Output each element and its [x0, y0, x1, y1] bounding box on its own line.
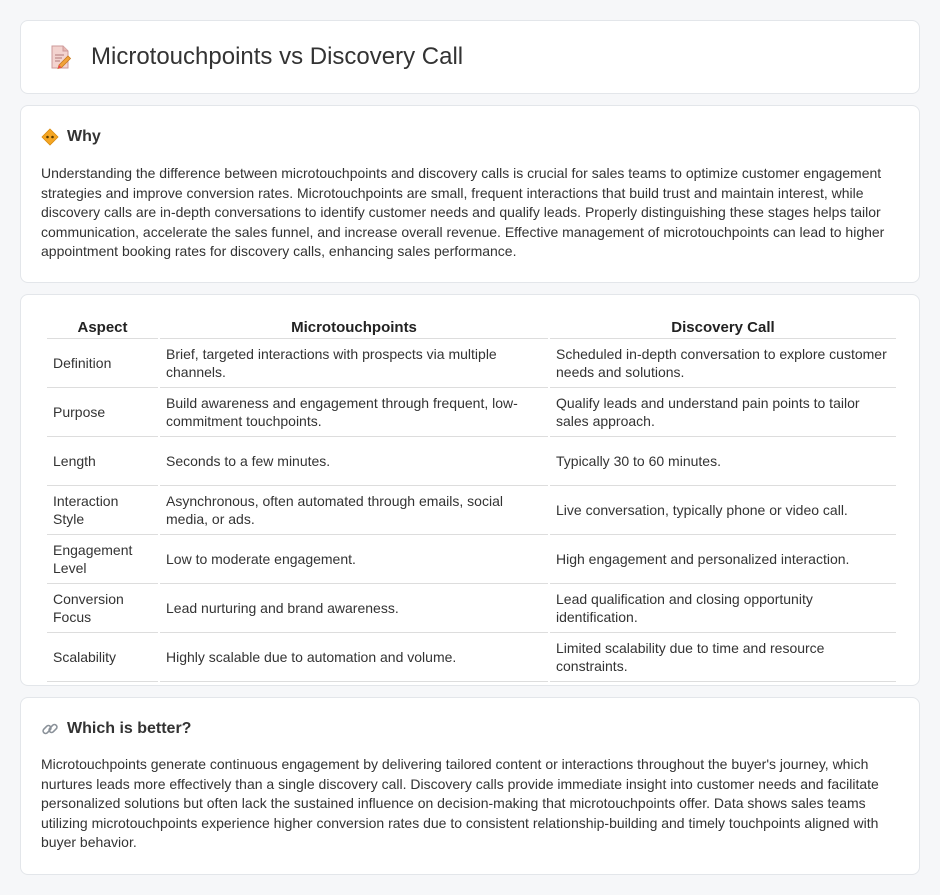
- table-row: [47, 584, 896, 633]
- link-icon: [41, 720, 59, 738]
- comparison-card: [20, 294, 920, 686]
- row-discovery-call: Limited scalability due to time and resource constraints.: [550, 633, 896, 682]
- row-microtouchpoints: Lead nurturing and brand awareness.: [160, 584, 548, 633]
- row-aspect: Interaction Style: [47, 486, 158, 535]
- row-discovery-call: Scheduled in-depth conversation to explore customer needs and solutions.: [550, 339, 896, 388]
- table-row: [47, 339, 896, 388]
- which-section: [20, 697, 920, 875]
- row-discovery-call: Qualify leads and understand pain points to tailor sales approach.: [550, 388, 896, 437]
- row-discovery-call: Live conversation, typically phone or video call.: [550, 486, 896, 535]
- row-discovery-call: High engagement and personalized interaction.: [550, 535, 896, 584]
- which-title: Which is better?: [67, 720, 192, 737]
- page-title: Microtouchpoints vs Discovery Call: [91, 43, 464, 70]
- row-microtouchpoints: Highly scalable due to automation and volume.: [160, 633, 548, 682]
- row-aspect: Scalability: [47, 633, 158, 682]
- table-row: [47, 633, 896, 682]
- row-aspect: Engagement Level: [47, 535, 158, 584]
- row-aspect: Length: [47, 437, 158, 486]
- header-aspect: Aspect: [47, 315, 158, 339]
- why-section: [20, 105, 920, 283]
- table-row: [47, 486, 896, 535]
- which-body: Microtouchpoints generate continuous engagement by delivering tailored content or interactions throughout the buyer's journey, which nurtures leads more effectively than a single discovery call. Discovery calls provide immediate insight into customer needs and facilitate personalized solutions but often lack the sustained influence on decision-making that microtouchpoints offer. Data shows sales teams utilizing microtouchpoints experience higher conversion rates due to consistent relationship-building and timely touchpoints aligned with buyer behavior.: [41, 756, 879, 850]
- row-aspect: Conversion Focus: [47, 584, 158, 633]
- row-microtouchpoints: Seconds to a few minutes.: [160, 437, 548, 486]
- table-row: [47, 388, 896, 437]
- header-discovery-call: Discovery Call: [550, 315, 896, 339]
- header-microtouchpoints: Microtouchpoints: [160, 315, 548, 339]
- row-aspect: Definition: [47, 339, 158, 388]
- row-discovery-call: Typically 30 to 60 minutes.: [550, 437, 896, 486]
- row-aspect: Purpose: [47, 388, 158, 437]
- row-microtouchpoints: Asynchronous, often automated through emails, social media, or ads.: [160, 486, 548, 535]
- why-heading: [41, 128, 899, 146]
- row-microtouchpoints: Build awareness and engagement through frequent, low-commitment touchpoints.: [160, 388, 548, 437]
- table-header-row: [47, 315, 896, 339]
- row-microtouchpoints: Low to moderate engagement.: [160, 535, 548, 584]
- why-body: Understanding the difference between microtouchpoints and discovery calls is crucial for sales teams to optimize customer engagement strategies and improve conversion rates. Microtouchpoints are small, frequent interactions that build trust and maintain interest, while discovery calls are in-depth conversations to identify customer needs and qualify leads. Properly distinguishing these stages helps tailor communication, accelerate the sales funnel, and increase overall revenue. Effective management of microtouchpoints can lead to higher appointment booking rates for discovery calls, enhancing sales performance.: [41, 165, 885, 259]
- row-microtouchpoints: Brief, targeted interactions with prospects via multiple channels.: [160, 339, 548, 388]
- table-row: [47, 535, 896, 584]
- table-row: [47, 437, 896, 486]
- diamond-warning-icon: [41, 128, 59, 146]
- which-heading: [41, 720, 899, 738]
- document-edit-icon: [47, 44, 73, 70]
- row-discovery-call: Lead qualification and closing opportunity identification.: [550, 584, 896, 633]
- header-card: [20, 20, 920, 94]
- why-title: Why: [67, 128, 101, 145]
- comparison-table: [45, 315, 898, 682]
